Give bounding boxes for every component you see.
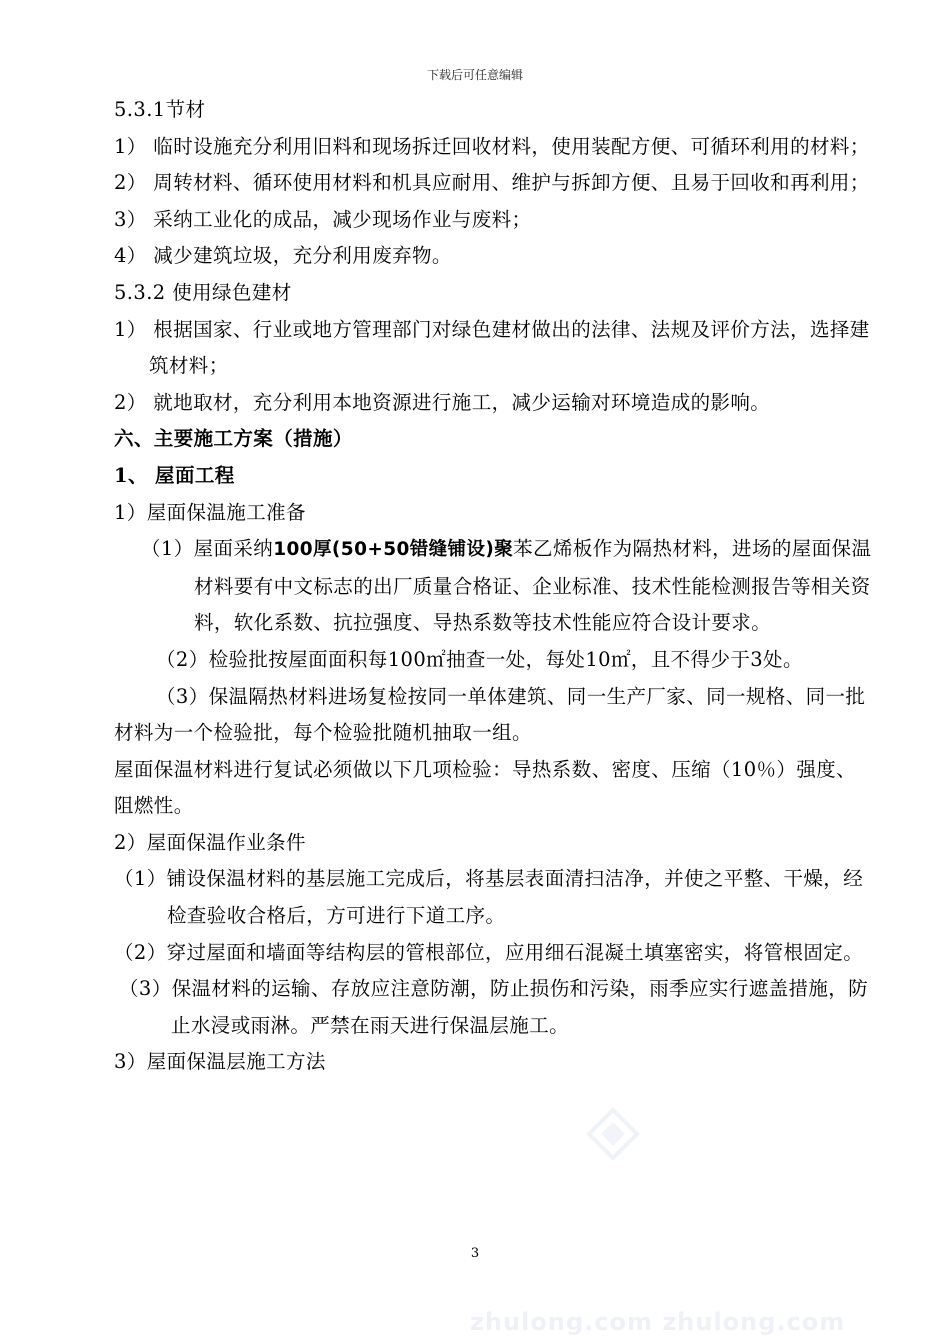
text-run: 苯乙烯板作为隔热材料，进场的屋面保温材料要有中文标志的出厂质量合格证、企业标准、技术性能检测报告等相关资料，软化系数、抗拉强度、导热系数等技术性能应符合设计要求。 (194, 537, 872, 635)
list-item: 2） 周转材料、循环使用材料和机具应耐用、维护与拆卸方便、且易于回收和再利用； (114, 171, 870, 195)
subchapter-heading: 1、 屋面工程 (114, 463, 235, 487)
list-item (114, 531, 874, 642)
list-item: （3）保温材料的运输、存放应注意防潮，防止损伤和污染，雨季应实行遮盖措施，防止水浸或雨淋。严禁在雨天进行保温层施工。 (119, 977, 869, 1037)
list-item: 1） 根据国家、行业或地方管理部门对绿色建材做出的法律、法规及评价方法，选择建筑材料； (114, 317, 870, 378)
watermark-text: zhulong.com zhulong.com (470, 1308, 846, 1336)
text-run: （1）屋面采纳 (141, 537, 274, 561)
list-item: （2）检验批按屋面面积每100㎡抽查一处，每处10㎡，且不得少于3处。 (156, 647, 803, 671)
list-item: 4） 减少建筑垃圾，充分利用废弃物。 (114, 244, 452, 268)
watermark-logo-icon (585, 1106, 641, 1162)
list-item: （3）保温隔热材料进场复检按同一单体建筑、同一生产厂家、同一规格、同一批材料为一个检验批，每个检验批随机抽取一组。 (114, 684, 866, 745)
subsection-heading: 3）屋面保温层施工方法 (114, 1050, 326, 1074)
subsection-heading: 1）屋面保温施工准备 (114, 500, 306, 524)
list-item: （2）穿过屋面和墙面等结构层的管根部位，应用细石混凝土填塞密实，将管根固定。 (114, 940, 864, 964)
list-item: 2） 就地取材，充分利用本地资源进行施工，减少运输对环境造成的影响。 (114, 390, 771, 414)
page-header: 下载后可任意编辑 (426, 68, 523, 82)
list-item: 1） 临时设施充分利用旧料和现场拆迁回收材料，使用装配方便、可循环利用的材料； (114, 134, 870, 158)
section-heading: 5.3.1节材 (114, 98, 206, 121)
page-number: 3 (470, 1246, 480, 1261)
paragraph: 屋面保温材料进行复试必须做以下几项检验：导热系数、密度、压缩（10％）强度、阻燃性。 (114, 757, 857, 818)
subsection-heading: 2）屋面保温作业条件 (114, 830, 306, 854)
list-item: （1）铺设保温材料的基层施工完成后，将基层表面清扫洁净，并使之平整、干燥，经检查验收合格后，方可进行下道工序。 (114, 867, 864, 928)
chapter-heading: 六、主要施工方案（措施） (114, 427, 353, 451)
section-heading: 5.3.2 使用绿色建材 (114, 280, 292, 304)
document-body (114, 92, 874, 1081)
bold-text-run: 100厚(50+50错缝铺设)聚 (273, 539, 514, 561)
list-item: 3） 采纳工业化的成品，减少现场作业与废料； (114, 207, 532, 231)
